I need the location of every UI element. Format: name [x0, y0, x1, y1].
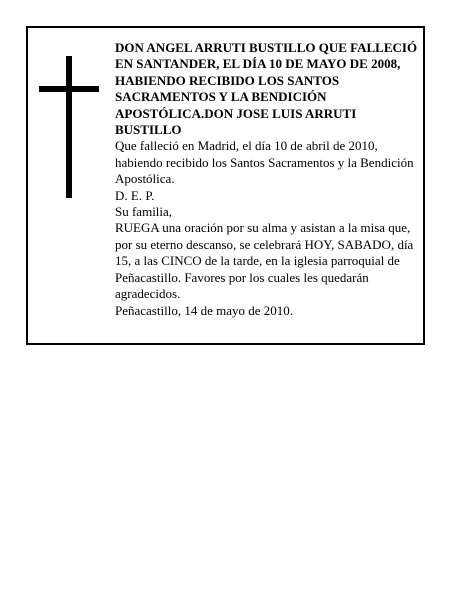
cross-icon: [39, 56, 99, 198]
notice-heading: DON ANGEL ARRUTI BUSTILLO QUE FALLECIÓ EN SANTANDER, EL DÍA 10 DE MAYO DE 2008, HABIENDO RECIBIDO LOS SANTOS SACRAMENTOS Y LA BENDICIÓN APOSTÓLICA.DON JOSE LUIS ARRUTI BUSTILLO: [115, 40, 418, 138]
rest-in-peace: D. E. P.: [115, 187, 155, 203]
mass-request: RUEGA una oración por su alma y asistan a la misa que, por su eterno descanso, se celebrará HOY, SABADO, día 15, a las CINCO de la tarde, en la iglesia parroquial de Peñacastillo. Favores por los cuales les quedarán agradecidos.: [115, 220, 414, 302]
cross-vertical-bar: [66, 56, 72, 198]
cross-horizontal-bar: [39, 86, 99, 92]
obituary-notice: [26, 26, 425, 345]
death-announcement: Que falleció en Madrid, el día 10 de abril de 2010, habiendo recibido los Santos Sacramentos y la Bendición Apostólica.: [115, 138, 414, 187]
family-line: Su familia,: [115, 204, 173, 220]
place-and-date: Peñacastillo, 14 de mayo de 2010.: [115, 302, 293, 318]
notice-text: [115, 40, 423, 319]
